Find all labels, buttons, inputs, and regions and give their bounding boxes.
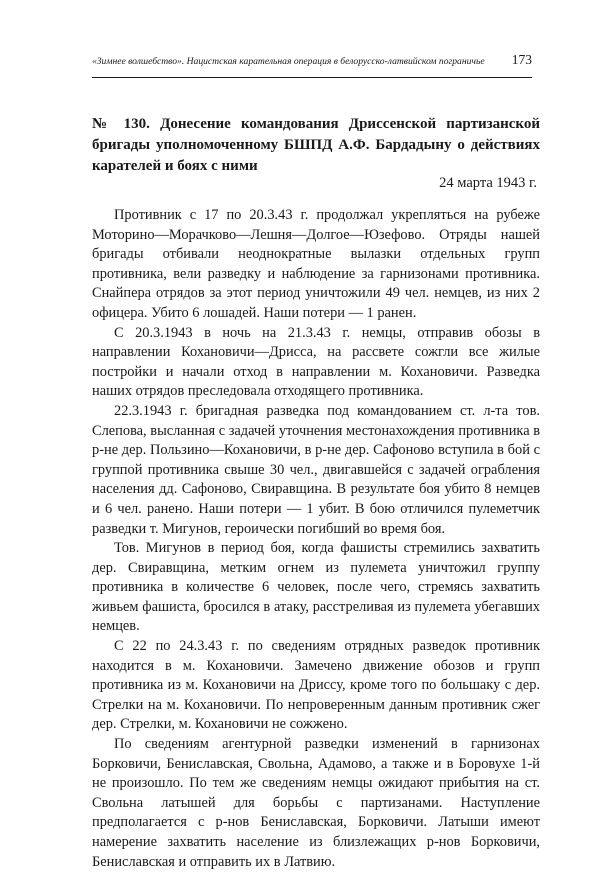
document-date: 24 марта 1943 г. — [439, 175, 537, 191]
paragraph: По сведениям агентурной разведки изменений в гарнизонах Борковичи, Бениславская, Свольна, Адамово, а также и в Боровухе 1-й не произошло. По тем же сведениям немцы ожидают прибытия на ст. Свольна латышей для борьбы с партизанами. Наступление предполагается с р-нов Бениславская, Борковичи. Латыши имеют намерение захватить население из близлежащих р-нов Борковичи, Бениславская и отправить их в Латвию. — [92, 736, 540, 870]
running-head: «Зимнее волшебство». Нацистская карательная операция в белорусско-латвийском пограничье — [92, 56, 485, 67]
paragraph: Противник с 17 по 20.3.43 г. продолжал укрепляться на рубеже Моторино—Морачково—Лешня—Долгое—Юзефово. Отряды нашей бригады отбивали неоднократные вылазки отдельных групп противника, вели разведку и наблюдение за гарнизонами противника. Снайпера отрядов за этот период уничтожили 49 чел. немцев, из них 2 офицера. Убито 6 лошадей. Наши потери — 1 ранен. — [92, 207, 540, 321]
page-number: 173 — [511, 52, 532, 67]
document-title: № 130. Донесение командования Дриссенской партизанской бригады уполномоченному БШПД А.Ф. Бардадыну о действиях карателей и боях с ними — [92, 116, 540, 174]
paragraph: С 20.3.1943 в ночь на 21.3.43 г. немцы, отправив обозы в направлении Кохановичи—Дрисса, на рассвете сожгли все жилые постройки и начали отход в направлении м. Кохановичи. Разведка наших отрядов преследовала отходящего противника. — [92, 324, 540, 400]
document-body — [92, 206, 540, 872]
paragraph: С 22 по 24.3.43 г. по сведениям отрядных разведок противник находится в м. Кохановичи. Замечено движение обозов и групп противника из м. Кохановичи на Дриссу, кроме того по большаку с дер. Стрелки на м. Кохановичи. По непроверенным данным противник сжег дер. Стрелки, м. Кохановичи не сожжено. — [92, 638, 540, 733]
paragraph: Тов. Мигунов в период боя, когда фашисты стремились захватить дер. Свиравщина, метким огнем из пулемета уничтожил группу противника в количестве 6 человек, после чего, стремясь захватить живьем фашиста, бросился в атаку, расстреливая из пулемета убегавших немцев. — [92, 540, 540, 635]
paragraph: 22.3.1943 г. бригадная разведка под командованием ст. л-та тов. Слепова, высланная с задачей уточнения местонахождения противника в р-не дер. Пользино—Кохановичи, в р-не дер. Сафоново вступила в бой с группой противника свыше 30 чел., двигавшейся с задачей ограбления населения дд. Сафоново, Свиравщина. В результате боя убито 8 немцев и 6 чел. ранено. Наши потери — 1 убит. В бою отличился пулеметчик разведки т. Мигунов, героически погибший во время боя. — [92, 402, 540, 537]
header-rule — [92, 77, 532, 78]
